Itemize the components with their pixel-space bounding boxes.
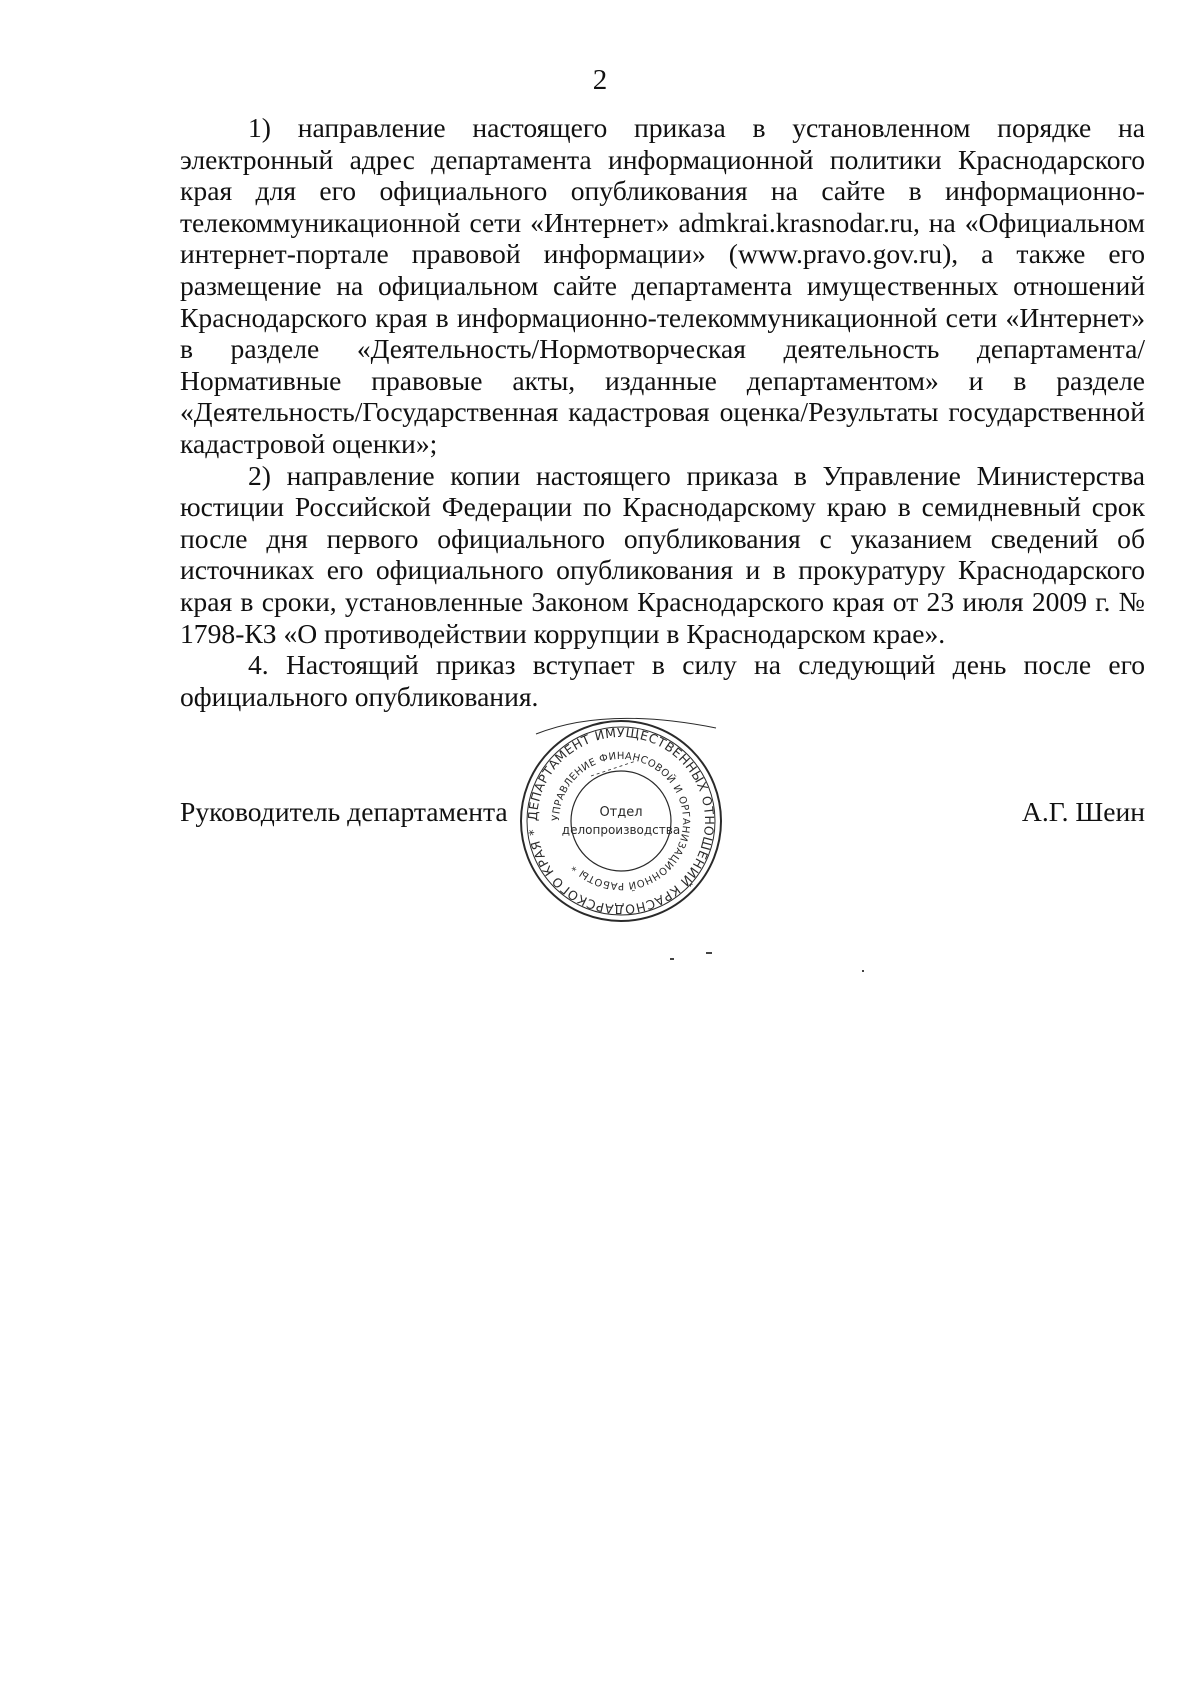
stamp-inner-ring	[571, 771, 671, 871]
paragraph-item-4: 4. Настоящий приказ вступает в силу на следующий день после его официального опубликования.	[180, 649, 1145, 712]
stamp-center-line-1: Отдел	[599, 805, 643, 820]
stamp-outer-text: ДЕПАРТАМЕНТ ИМУЩЕСТВЕННЫХ ОТНОШЕНИЙ КРАСНОДАРСКОГО КРАЯ *	[524, 724, 718, 918]
page-number: 2	[592, 64, 608, 96]
scan-speck	[706, 952, 712, 954]
paragraph-item-1: 1) направление настоящего приказа в установленном порядке на электронный адрес департамента информационной политики Краснодарского края для его официального опубликования на сайте в информационно-телекоммуникационной сети «Интернет» admkrai.krasnodar.ru, на «Официальном интернет-портале правовой информации» (www.pravo.gov.ru), а также его размещение на официальном сайте департамента имущественных отношений Краснодарского края в информационно-телекоммуникационной сети «Интернет» в разделе «Деятельность/Нормотворческая деятельность департамента/Нормативные правовые акты, изданные департаментом» и в разделе «Деятельность/Государственная кадастровая оценка/Результаты государственной кадастровой оценки»;	[180, 112, 1145, 459]
paragraph-item-2: 2) направление копии настоящего приказа в Управление Министерства юстиции Российской Федерации по Краснодарскому краю в семидневный срок после дня первого официального опубликования с указанием сведений об источниках его официального опубликования и в прокуратуру Краснодарского края в сроки, установленные Законом Краснодарского края от 23 июля 2009 г. № 1798-КЗ «О противодействии коррупции в Краснодарском крае».	[180, 459, 1145, 649]
signer-name: А.Г. Шеин	[1021, 796, 1145, 827]
scan-speck	[670, 958, 674, 960]
official-stamp	[496, 716, 746, 926]
stamp-center-line-2: делопроизводства	[561, 823, 681, 837]
scan-speck	[862, 970, 864, 972]
stamp-inner-text: УПРАВЛЕНИЕ ФИНАНСОВОЙ И ОРГАНИЗАЦИОННОЙ РАБОТЫ *	[550, 750, 692, 892]
document-body	[180, 112, 1145, 712]
signer-title: Руководитель департамента	[180, 796, 508, 827]
